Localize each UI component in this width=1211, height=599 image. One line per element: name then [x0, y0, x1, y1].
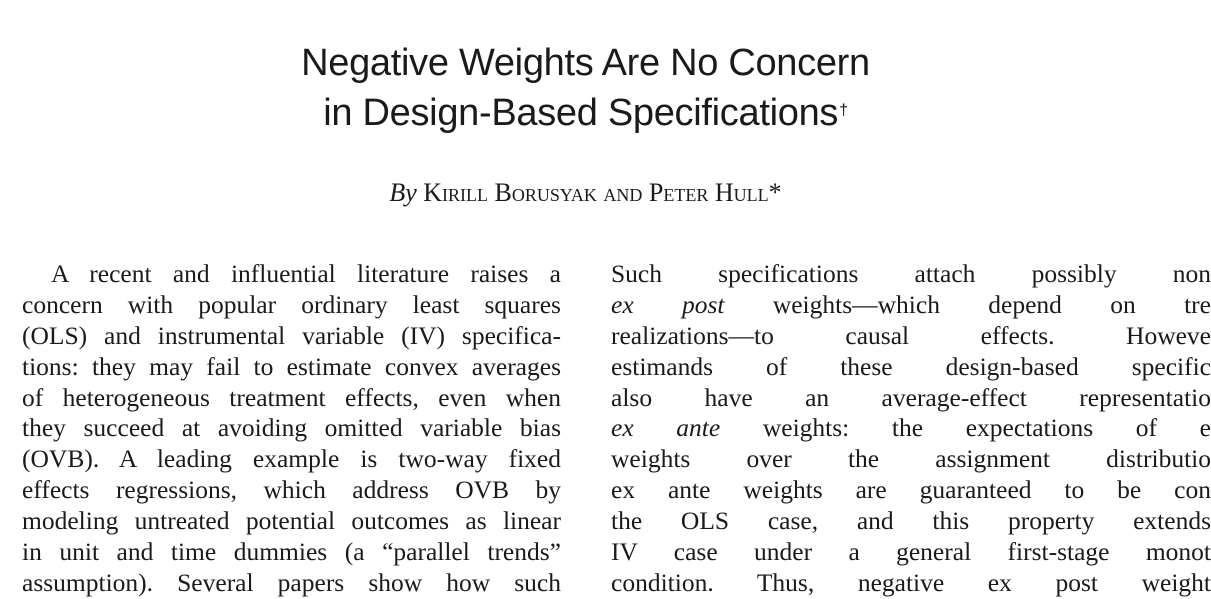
title-line-1: Negative Weights Are No Concern: [301, 42, 870, 84]
left-line: effects regressions, which address OVB by: [22, 475, 561, 505]
left-line: (OVB). A leading example is two-way fixed: [22, 444, 561, 474]
right-line: ex ante weights are guaranteed to be con: [611, 475, 1211, 505]
right-line: Such specifications attach possibly non: [611, 259, 1211, 288]
left-line: of heterogeneous treatment effects, even when: [22, 382, 561, 412]
title-dagger-footnote-mark: †: [839, 102, 848, 119]
right-line-rest: weights—which depend on tre: [724, 289, 1211, 319]
byline-by: By: [389, 178, 417, 207]
right-line: realizations—to causal effects. Howeve: [611, 320, 1211, 350]
right-line: [611, 413, 1211, 444]
right-line: also have an average-effect representatio: [611, 382, 1211, 412]
right-line: IV case under a general first-stage monot: [611, 537, 1211, 567]
left-column: [22, 259, 561, 599]
right-line: weights over the assignment distributio: [611, 444, 1211, 474]
emphasis-ex-ante: ex ante: [611, 413, 721, 443]
right-line: the OLS case, and this property extends: [611, 506, 1211, 536]
left-line: (OLS) and instrumental variable (IV) specifica-: [22, 320, 561, 350]
author-byline: [0, 176, 1171, 210]
right-line-rest: weights: the expectations of e: [720, 413, 1211, 443]
left-line: tions: they may fail to estimate convex averages: [22, 351, 561, 381]
right-line: [611, 290, 1211, 321]
left-line: A recent and influential literature raises a: [51, 259, 561, 288]
emphasis-ex-post: ex post: [611, 289, 725, 319]
right-line: estimands of these design-based specific: [611, 351, 1211, 381]
left-line: assumption). Several papers show how such: [22, 567, 561, 597]
title-line-2: [0, 88, 1171, 138]
paper-title: [0, 38, 1171, 138]
left-line: modeling untreated potential outcomes as linear: [22, 506, 561, 536]
title-line-2-text: in Design-Based Specifications: [323, 92, 839, 134]
right-line: condition. Thus, negative ex post weight: [611, 567, 1211, 597]
byline-authors: Kirill Borusyak and Peter Hull*: [423, 178, 782, 207]
left-line: concern with popular ordinary least squares: [22, 289, 561, 319]
right-column: [611, 259, 1211, 599]
left-line: they succeed at avoiding omitted variable bias: [22, 413, 561, 443]
left-line: in unit and time dummies (a “parallel trends”: [22, 537, 561, 567]
